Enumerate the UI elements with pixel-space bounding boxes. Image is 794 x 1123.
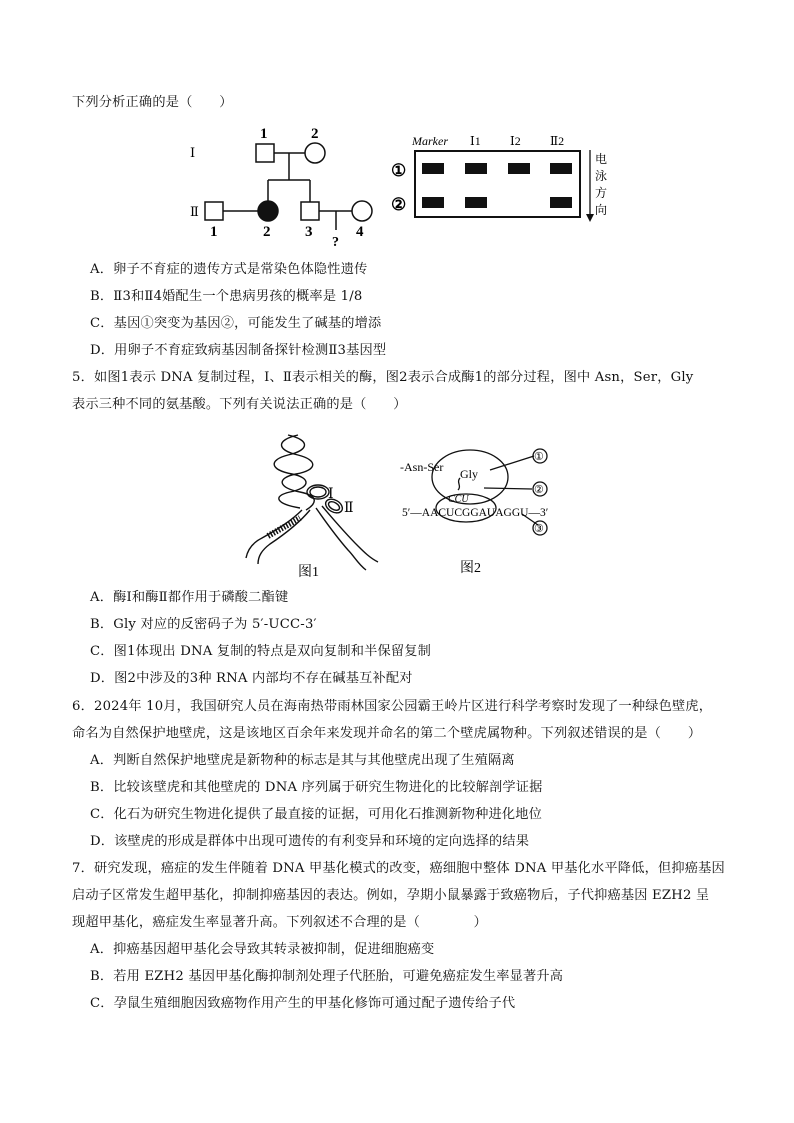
q6-option-d: D．该壁虎的形成是群体中出现可遗传的有利变异和环境的定向选择的结果 bbox=[90, 834, 530, 849]
pedigree-II2-affected-female bbox=[258, 201, 278, 221]
pedigree-I2-female bbox=[305, 143, 325, 163]
row-2-label: ② bbox=[391, 195, 407, 214]
II2-label: 2 bbox=[263, 224, 271, 240]
gen-II-label: Ⅱ bbox=[190, 204, 199, 219]
pedigree-II1-male bbox=[205, 202, 223, 220]
enzyme-II bbox=[323, 496, 345, 515]
q5-option-d: D．图2中涉及的3种 RNA 内部均不存在碱基互补配对 bbox=[90, 671, 413, 686]
band-marker-2 bbox=[422, 197, 444, 208]
fig2-marker-3: ③ bbox=[534, 523, 544, 535]
q5-option-a: A．酶Ⅰ和酶Ⅱ都作用于磷酸二酯键 bbox=[90, 590, 289, 605]
fig2-mrna: 5′—AACUCGGAUAGGU—3′ bbox=[402, 507, 549, 519]
band-I1-2 bbox=[465, 197, 487, 208]
fig2-marker-1: ① bbox=[534, 451, 544, 463]
fig2-chain: -Asn-Ser bbox=[400, 460, 444, 474]
q6-stem-line-2: 命名为自然保护地壁虎，这是该地区百余年来发现并命名的第二个壁虎属物种。下列叙述错误的是（ ） bbox=[72, 726, 702, 741]
pedigree-II4-female bbox=[352, 201, 372, 221]
q7-option-c: C．孕鼠生殖细胞因致癌物作用产生的甲基化修饰可通过配子遗传给子代 bbox=[90, 996, 516, 1011]
q7-stem-line-3: 现超甲基化，癌症发生率显著升高。下列叙述不合理的是（ ） bbox=[72, 915, 488, 930]
II3-label: 3 bbox=[305, 224, 313, 240]
direction-char-3: 方 bbox=[595, 186, 608, 200]
gel-header-II2: Ⅱ2 bbox=[550, 134, 565, 148]
q7-option-b: B．若用 EZH2 基因甲基化酶抑制剂处理子代胚胎，可避免癌症发生率显著升高 bbox=[90, 969, 564, 984]
fig2-caption: 图2 bbox=[460, 561, 481, 576]
question-intro: 下列分析正确的是（ ） bbox=[72, 95, 233, 110]
gel-header-marker: Marker bbox=[412, 134, 448, 148]
q6-option-b: B．比较该壁虎和其他壁虎的 DNA 序列属于研究生物进化的比较解剖学证据 bbox=[90, 780, 543, 795]
q4-option-d: D．用卵子不育症致病基因制备探针检测Ⅱ3基因型 bbox=[90, 343, 387, 358]
direction-char-1: 电 bbox=[595, 152, 608, 166]
q4-option-a: A．卵子不育症的遗传方式是常染色体隐性遗传 bbox=[90, 262, 368, 277]
I2-label: 2 bbox=[311, 126, 319, 142]
row-1-label: ① bbox=[391, 161, 407, 180]
band-I1-1 bbox=[465, 163, 487, 174]
q5-option-c: C．图1体现出 DNA 复制的特点是双向复制和半保留复制 bbox=[90, 644, 432, 659]
pedigree-II3-male bbox=[301, 202, 319, 220]
fig1-caption: 图1 bbox=[298, 565, 319, 580]
q5-stem-line-1: 5．如图1表示 DNA 复制过程，Ⅰ、Ⅱ表示相关的酶，图2表示合成酶1的部分过程，图中 Asn，Ser，Gly bbox=[72, 370, 694, 385]
q4-option-b: B．Ⅱ3和Ⅱ4婚配生一个患病男孩的概率是 1/8 bbox=[90, 289, 363, 304]
q7-stem-line-1: 7．研究发现，癌症的发生伴随着 DNA 甲基化模式的改变，癌细胞中整体 DNA 甲基化水平降低，但抑癌基因 bbox=[72, 861, 725, 876]
I1-label: 1 bbox=[260, 126, 268, 142]
band-II2-1 bbox=[550, 163, 572, 174]
fig1-label-II: Ⅱ bbox=[344, 501, 354, 516]
unknown-label: ? bbox=[332, 235, 339, 250]
figure-2-translation bbox=[398, 442, 568, 578]
II4-label: 4 bbox=[356, 224, 364, 240]
gen-I-label: Ⅰ bbox=[190, 145, 196, 160]
pedigree-chart bbox=[180, 120, 380, 250]
pedigree-I1-male bbox=[256, 144, 274, 162]
q4-option-c: C．基因①突变为基因②，可能发生了碱基的增添 bbox=[90, 316, 382, 331]
gel-header-I2: Ⅰ2 bbox=[510, 134, 521, 148]
gel-header-I1: Ⅰ1 bbox=[470, 134, 481, 148]
band-II2-2 bbox=[550, 197, 572, 208]
band-marker-1 bbox=[422, 163, 444, 174]
q5-option-b: B．Gly 对应的反密码子为 5′-UCC-3′ bbox=[90, 617, 317, 632]
direction-char-2: 泳 bbox=[595, 169, 608, 183]
fig2-marker-2: ② bbox=[534, 484, 544, 496]
II1-label: 1 bbox=[210, 224, 218, 240]
fig1-label-I: Ⅰ bbox=[328, 487, 334, 502]
q5-stem-line-2: 表示三种不同的氨基酸。下列有关说法正确的是（ ） bbox=[72, 397, 407, 412]
band-I2-1 bbox=[508, 163, 530, 174]
q6-stem-line-1: 6．2024年 10月，我国研究人员在海南热带雨林国家公园霸王岭片区进行科学考察时发现了一种绿色壁虎， bbox=[72, 699, 713, 714]
fig2-gly: Gly bbox=[460, 467, 478, 481]
electrophoresis-gel bbox=[388, 130, 618, 225]
q6-option-a: A．判断自然保护地壁虎是新物种的标志是其与其他壁虎出现了生殖隔离 bbox=[90, 753, 515, 768]
figure-1-dna-replication bbox=[240, 430, 390, 580]
direction-char-4: 向 bbox=[595, 203, 608, 217]
q7-option-a: A．抑癌基因超甲基化会导致其转录被抑制，促进细胞癌变 bbox=[90, 942, 435, 957]
fig2-anticodon: CCU bbox=[448, 494, 469, 505]
q6-option-c: C．化石为研究生物进化提供了最直接的证据，可用化石推测新物种进化地位 bbox=[90, 807, 543, 822]
q7-stem-line-2: 启动子区常发生超甲基化，抑制抑癌基因的表达。例如，孕期小鼠暴露于致癌物后，子代抑癌基因 EZH2 呈 bbox=[72, 888, 710, 903]
